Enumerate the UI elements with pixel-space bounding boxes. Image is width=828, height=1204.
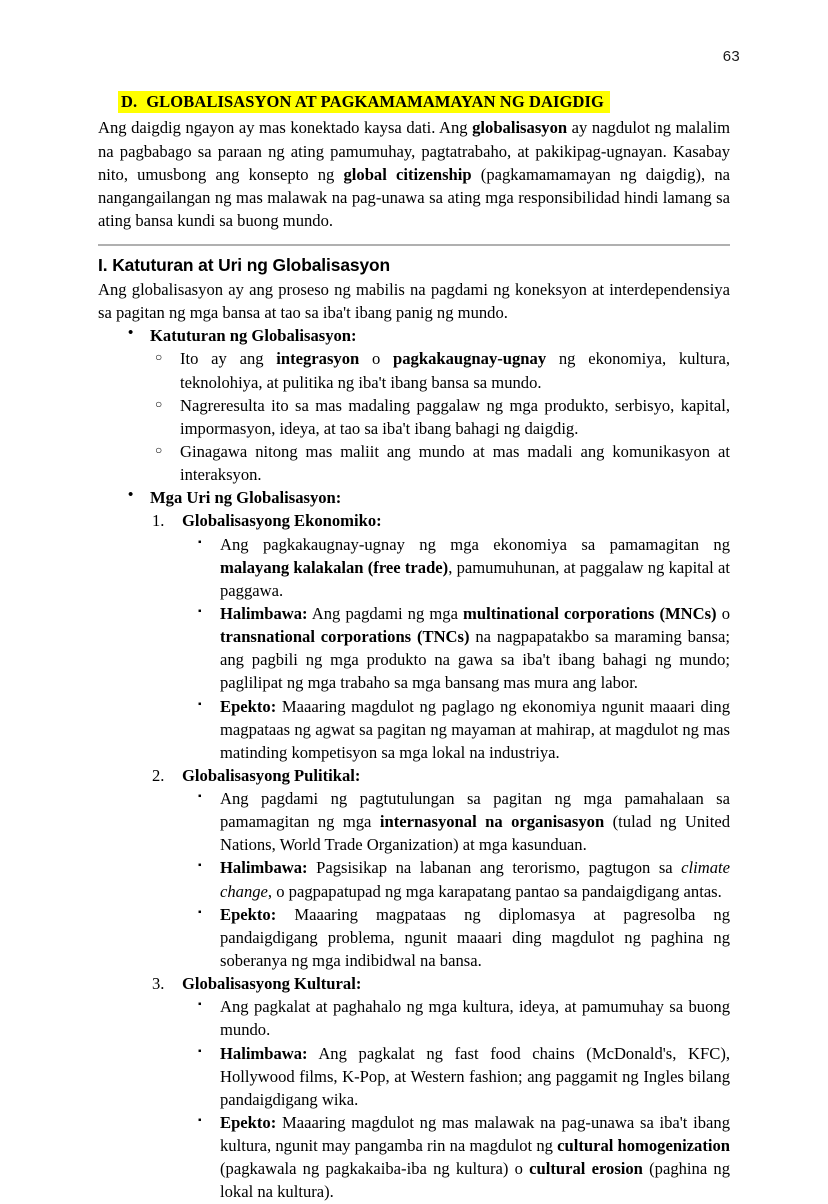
- square-bullet-icon: ▪: [198, 860, 202, 872]
- list-number: 3.: [152, 974, 165, 994]
- list-item: [192, 903, 730, 972]
- type-title-label: Globalisasyong Kultural:: [182, 974, 362, 994]
- square-bullet-icon: ▪: [198, 1045, 202, 1057]
- point-text-c: (tulad ng United Nations, World Trade Organization) at mga kasunduan.: [220, 812, 730, 855]
- point-text-c: (pagkawala ng pagkakaiba-iba ng kultura) o: [220, 1159, 530, 1179]
- term-internasyonal-organisasyon: internasyonal na organisasyon: [379, 812, 605, 832]
- list-item: [192, 695, 730, 764]
- point-text-a: Ang pagdami ng pagtutulungan sa pagitan ng mga pamahalaan sa pamamagitan ng mga: [220, 789, 730, 832]
- term-climate-change: climate change: [220, 858, 730, 901]
- point-label-halimbawa: Halimbawa:: [220, 858, 308, 878]
- item-text-a: Ito ay ang: [180, 349, 277, 369]
- intro-text-e: (pagkamamamayan ng daigdig), na nangangailangan ng mas malawak na pag-unawa sa ating mga responsibilidad hindi lamang sa ating bansa kundi sa buong mundo.: [98, 164, 730, 230]
- page-content: [98, 93, 730, 1204]
- point-label-epekto: Epekto:: [220, 696, 277, 716]
- list-item: [152, 440, 730, 486]
- point-text-e: (paghina ng lokal na kultura).: [220, 1159, 731, 1202]
- list-item-type-kultural: [152, 972, 730, 995]
- list-item: [192, 1111, 730, 1204]
- term-tncs: transnational corporations (TNCs): [220, 627, 470, 647]
- term-free-trade: malayang kalakalan (free trade): [220, 557, 449, 577]
- list-item-type-ekonomiko: [152, 509, 730, 532]
- item-text-e: ng ekonomiya, kultura, teknolohiya, at pulitika ng iba't ibang bansa sa mundo.: [180, 349, 730, 392]
- point-text-a: Pagsisikap na labanan ang terorismo, pagtugon sa: [307, 858, 682, 878]
- point-text-c: o: [716, 603, 730, 623]
- square-bullet-icon: ▪: [198, 999, 202, 1011]
- section-d-heading: [98, 93, 730, 112]
- square-bullet-icon: ▪: [198, 698, 202, 710]
- uri-title-label: Mga Uri ng Globalisasyon:: [150, 488, 342, 508]
- item-text: Ginagawa nitong mas maliit ang mundo at mas madali ang komunikasyon at interaksyon.: [180, 441, 730, 485]
- point-text-c: , o pagpapatupad ng mga karapatang pantao sa pandaigdigang antas.: [267, 881, 722, 901]
- point-label-halimbawa: Halimbawa:: [220, 603, 308, 623]
- point-label-epekto: Epekto:: [220, 1113, 277, 1133]
- intro-term-global-citizenship: global citizenship: [343, 164, 472, 184]
- section-1-lead: Ang globalisasyon ay ang proseso ng mabilis na pagdami ng koneksyon at interdependensiya sa pagitan ng mga bansa at tao sa iba't ibang panig ng mundo.: [98, 279, 730, 323]
- point-text-e: na nagpapatakbo sa maraming bansa; ang pagbili ng mga produkto na gawa sa iba't ibang bahagi ng mundo; paglilipat ng mga trabaho sa mga bansang mas mura ang labor.: [220, 627, 730, 693]
- intro-paragraph: [98, 116, 730, 232]
- list-number: 1.: [152, 511, 165, 531]
- type-title-label: Globalisasyong Ekonomiko:: [182, 511, 382, 531]
- point-text-a: Maaaring magpataas ng diplomasya at pagresolba ng pandaigdigang problema, ngunit maaari ding magdulot ng paghina ng soberanya ng mga indibidwal na bansa.: [220, 904, 730, 971]
- list-item: [192, 1042, 730, 1111]
- term-pagkakaugnay-ugnay: pagkakaugnay-ugnay: [393, 349, 547, 369]
- square-bullet-icon: ▪: [198, 536, 202, 548]
- section-1-heading: I. Katuturan at Uri ng Globalisasyon: [98, 255, 391, 276]
- item-text: Nagreresulta ito sa mas madaling paggalaw ng mga produkto, serbisyo, kapital, impormasyon, ideya, at tao sa iba't ibang bahagi ng daigdig.: [180, 395, 730, 438]
- point-text-a: Ang pagkalat at paghahalo ng mga kultura, ideya, at pamumuhay sa buong mundo.: [220, 997, 730, 1040]
- point-text-a: Ang pagkakaugnay-ugnay ng mga ekonomiya sa pamamagitan ng: [220, 534, 730, 554]
- list-item: [192, 602, 730, 695]
- list-number: 2.: [152, 765, 165, 785]
- list-item-uri-title: [124, 486, 730, 509]
- term-integrasyon: integrasyon: [276, 349, 360, 369]
- term-cultural-erosion: cultural erosion: [529, 1159, 643, 1179]
- term-cultural-homogenization: cultural homogenization: [557, 1136, 731, 1156]
- list-item: [192, 995, 730, 1041]
- section-d-label: D.: [121, 92, 138, 111]
- square-bullet-icon: ▪: [198, 605, 202, 617]
- point-text-a: Ang pagdami ng mga: [307, 603, 464, 623]
- square-bullet-icon: ▪: [198, 791, 202, 803]
- section-divider: [98, 244, 730, 246]
- term-mncs: multinational corporations (MNCs): [463, 603, 717, 623]
- type-title-label: Globalisasyong Pulitikal:: [182, 765, 361, 785]
- list-item: [152, 347, 730, 393]
- intro-term-globalisasyon: globalisasyon: [472, 118, 568, 138]
- square-bullet-icon: ▪: [198, 906, 202, 918]
- list-item: [152, 394, 730, 440]
- circle-bullet-icon: ○: [155, 442, 163, 457]
- uri-list: [98, 486, 730, 1203]
- list-item: [192, 787, 730, 856]
- katuturan-title-label: Katuturan ng Globalisasyon:: [150, 326, 357, 346]
- round-bullet-icon: •: [128, 325, 134, 342]
- circle-bullet-icon: ○: [155, 350, 163, 365]
- circle-bullet-icon: ○: [155, 396, 163, 411]
- intro-text-a: Ang daigdig ngayon ay mas konektado kaysa dati. Ang: [98, 118, 473, 138]
- list-item: [192, 856, 730, 902]
- point-text-a: Maaaring magdulot ng mas malawak na pag-unawa sa iba't ibang kultura, ngunit may pangamba rin na magdulot ng: [220, 1113, 730, 1156]
- intro-text-c: ay nagdulot ng malalim na pagbabago sa paraan ng ating pamumuhay, pagtatrabaho, at pakikipag-ugnayan. Kasabay nito, umusbong ang konsepto ng: [98, 118, 730, 184]
- point-text-a: Ang pagkalat ng fast food chains (McDonald's, KFC), Hollywood films, K-Pop, at Western fashion; ang paggamit ng Ingles bilang pandaigdigang wika.: [220, 1043, 730, 1109]
- katuturan-list: [98, 324, 730, 486]
- list-item-type-pulitikal: [152, 764, 730, 787]
- point-text-c: , pamumuhunan, at paggalaw ng kapital at paggawa.: [220, 557, 731, 600]
- square-bullet-icon: ▪: [198, 1115, 202, 1127]
- list-item: [192, 533, 730, 602]
- point-text-a: Maaaring magdulot ng paglago ng ekonomiya ngunit maaari ding magpataas ng agwat sa pagitan ng mayaman at mahirap, at magdulot ng mas matinding kompetisyon sa mga lokal na industriya.: [220, 696, 730, 762]
- item-text-c: o: [359, 349, 394, 369]
- page-number: 63: [722, 48, 740, 65]
- point-label-halimbawa: Halimbawa:: [220, 1043, 308, 1063]
- section-d-title: GLOBALISASYON AT PAGKAMAMAMAYAN NG DAIGDIG: [146, 92, 604, 111]
- round-bullet-icon: •: [128, 487, 134, 504]
- list-item-katuturan-title: [124, 324, 730, 347]
- point-label-epekto: Epekto:: [220, 904, 277, 924]
